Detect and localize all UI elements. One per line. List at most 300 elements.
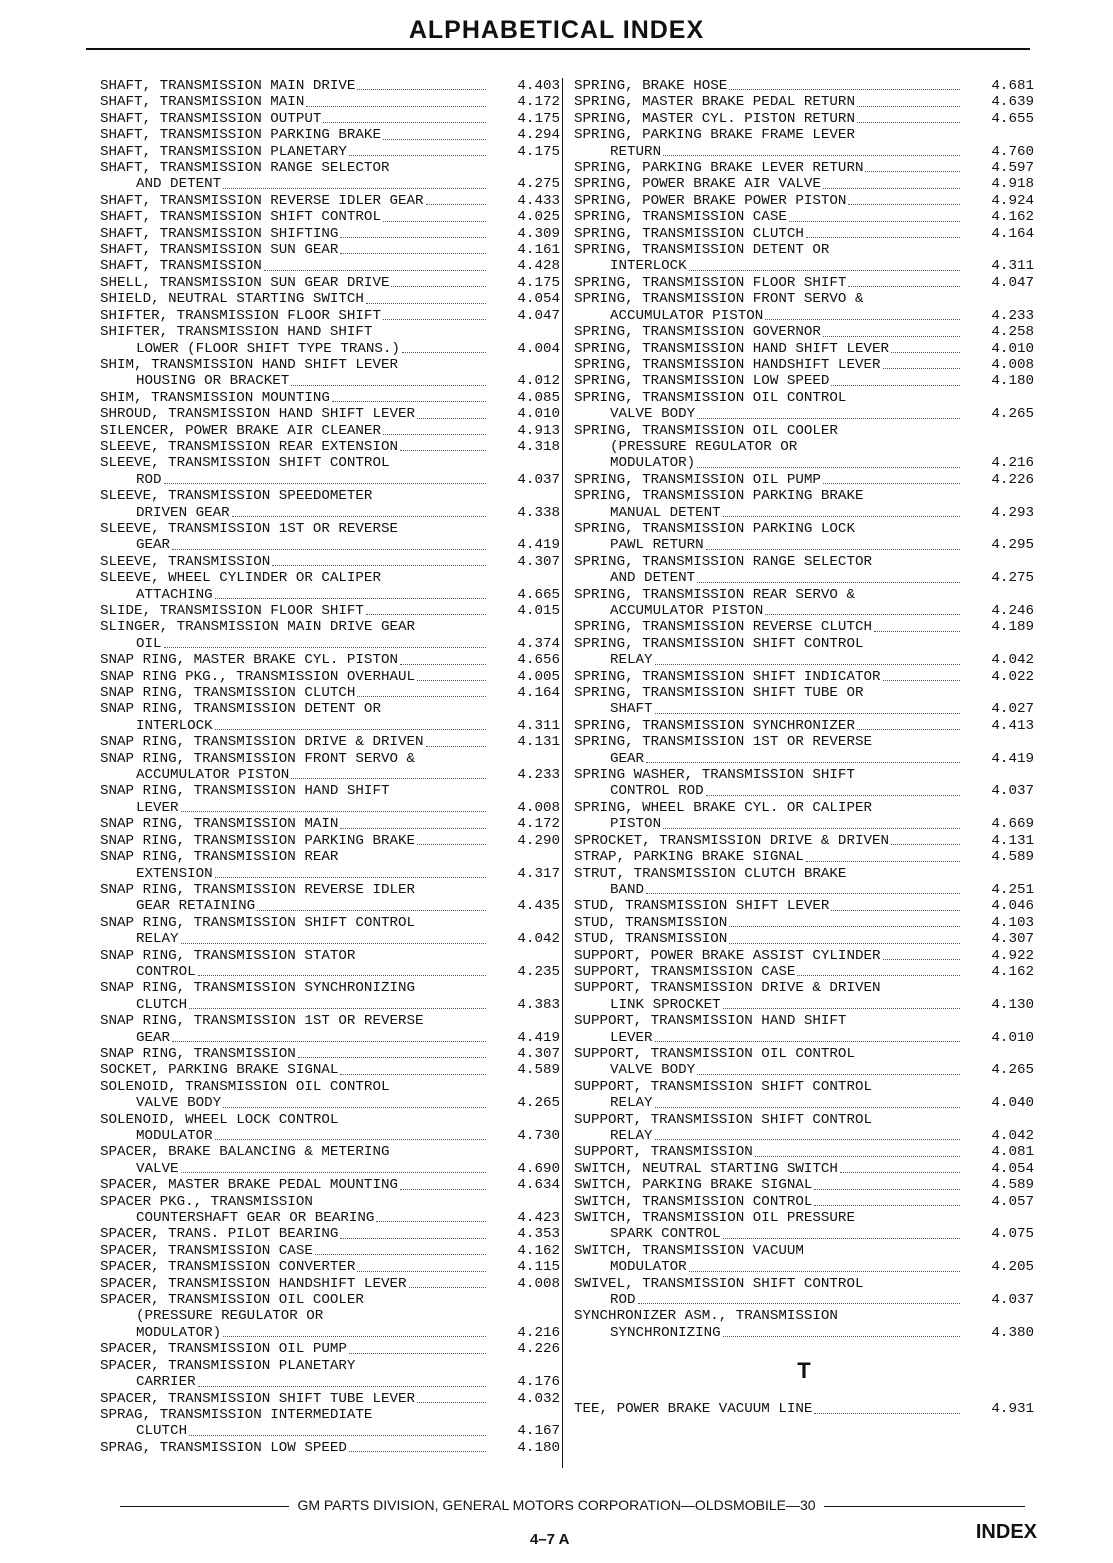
leader-dots xyxy=(426,204,486,205)
leader-dots xyxy=(723,1238,960,1239)
entry-page-ref: 4.353 xyxy=(517,1226,560,1243)
entry-page-ref: 4.176 xyxy=(517,1374,560,1391)
entry-page-ref: 4.265 xyxy=(991,406,1034,423)
index-entry xyxy=(100,78,560,94)
leader-dots xyxy=(765,319,960,320)
entry-page-ref: 4.419 xyxy=(517,537,560,554)
index-entry xyxy=(100,193,560,209)
entry-page-ref: 4.046 xyxy=(991,898,1034,915)
index-entry xyxy=(574,94,1034,110)
index-entry xyxy=(100,1259,560,1275)
leader-dots xyxy=(765,614,960,615)
leader-dots xyxy=(840,1172,960,1173)
leader-dots xyxy=(789,221,960,222)
index-entry xyxy=(574,1144,1034,1160)
entry-page-ref: 4.413 xyxy=(991,717,1034,734)
leader-dots xyxy=(257,910,486,911)
entry-name: SPRING, TRANSMISSION CASE xyxy=(574,209,787,226)
index-entry xyxy=(100,619,560,635)
index-entry xyxy=(100,1391,560,1407)
index-entry xyxy=(100,685,560,701)
leader-dots xyxy=(366,303,486,304)
entry-page-ref: 4.180 xyxy=(991,373,1034,390)
leader-dots xyxy=(697,582,960,583)
leader-dots xyxy=(755,1156,960,1157)
entry-name: LEVER xyxy=(610,1029,653,1046)
entry-name: RETURN xyxy=(610,143,662,160)
leader-dots xyxy=(655,1107,960,1108)
index-entry xyxy=(100,1325,560,1341)
leader-dots xyxy=(729,89,960,90)
index-entry xyxy=(100,948,560,964)
entry-name: SPACER, TRANSMISSION SHIFT TUBE LEVER xyxy=(100,1390,416,1407)
entry-page-ref: 4.012 xyxy=(517,373,560,390)
entry-name: SHIFTER, TRANSMISSION HAND SHIFT xyxy=(100,324,373,341)
index-entry xyxy=(100,1358,560,1374)
entry-name: SHAFT, TRANSMISSION RANGE SELECTOR xyxy=(100,160,390,177)
entry-page-ref: 4.037 xyxy=(517,471,560,488)
entry-name: SPRING, TRANSMISSION RANGE SELECTOR xyxy=(574,553,872,570)
entry-name: MODULATOR) xyxy=(136,1324,222,1341)
index-entry xyxy=(100,915,560,931)
index-entry xyxy=(100,291,560,307)
index-entry xyxy=(100,570,560,586)
entry-page-ref: 4.639 xyxy=(991,94,1034,111)
entry-name: SPACER, TRANS. PILOT BEARING xyxy=(100,1226,339,1243)
index-entry xyxy=(574,997,1034,1013)
entry-name: CLUTCH xyxy=(136,1423,188,1440)
entry-name: STUD, TRANSMISSION SHIFT LEVER xyxy=(574,898,830,915)
leader-dots xyxy=(357,696,486,697)
index-entry xyxy=(574,357,1034,373)
index-entry xyxy=(574,1210,1034,1226)
entry-name: VALVE BODY xyxy=(610,1062,696,1079)
entry-page-ref: 4.233 xyxy=(517,767,560,784)
entry-page-ref: 4.265 xyxy=(517,1095,560,1112)
entry-name: SLINGER, TRANSMISSION MAIN DRIVE GEAR xyxy=(100,619,416,636)
entry-name: SPRING, WHEEL BRAKE CYL. OR CALIPER xyxy=(574,799,872,816)
index-entry xyxy=(574,751,1034,767)
entry-name: MODULATOR) xyxy=(610,455,696,472)
entry-name: GEAR RETAINING xyxy=(136,898,256,915)
index-entry xyxy=(574,1177,1034,1193)
entry-page-ref: 4.924 xyxy=(991,192,1034,209)
entry-name: MANUAL DETENT xyxy=(610,504,721,521)
entry-page-ref: 4.293 xyxy=(991,504,1034,521)
leader-dots xyxy=(723,516,960,517)
entry-name: ACCUMULATOR PISTON xyxy=(136,767,290,784)
entry-page-ref: 4.040 xyxy=(991,1095,1034,1112)
index-entry xyxy=(100,324,560,340)
entry-page-ref: 4.383 xyxy=(517,996,560,1013)
entry-name: STRUT, TRANSMISSION CLUTCH BRAKE xyxy=(574,865,847,882)
leader-dots xyxy=(417,418,486,419)
entry-name: SPRING, POWER BRAKE AIR VALVE xyxy=(574,176,821,193)
leader-dots xyxy=(729,943,960,944)
entry-page-ref: 4.309 xyxy=(517,225,560,242)
entry-name: SHAFT, TRANSMISSION PARKING BRAKE xyxy=(100,127,381,144)
entry-page-ref: 4.130 xyxy=(991,996,1034,1013)
leader-dots xyxy=(426,746,486,747)
index-entry xyxy=(574,570,1034,586)
index-entry xyxy=(100,1308,560,1324)
leader-dots xyxy=(172,1041,486,1042)
leader-dots xyxy=(198,1386,486,1387)
leader-dots xyxy=(272,565,486,566)
entry-page-ref: 4.246 xyxy=(991,603,1034,619)
entry-page-ref: 4.275 xyxy=(991,570,1034,587)
leader-dots xyxy=(366,614,486,615)
entry-page-ref: 4.054 xyxy=(517,291,560,308)
leader-dots xyxy=(814,1205,960,1206)
index-entry xyxy=(574,1308,1034,1324)
entry-name: SPACER, TRANSMISSION OIL PUMP xyxy=(100,1341,347,1358)
entry-page-ref: 4.027 xyxy=(991,701,1034,718)
entry-name: COUNTERSHAFT GEAR OR BEARING xyxy=(136,1210,375,1227)
entry-name: SOLENOID, WHEEL LOCK CONTROL xyxy=(100,1111,339,1128)
entry-page-ref: 4.307 xyxy=(991,931,1034,948)
leader-dots xyxy=(638,1303,960,1304)
index-entry xyxy=(100,1276,560,1292)
leader-dots xyxy=(814,1413,960,1414)
index-entry xyxy=(100,1440,560,1456)
leader-dots xyxy=(823,188,960,189)
index-entry xyxy=(574,406,1034,422)
entry-page-ref: 4.665 xyxy=(517,586,560,603)
index-entry xyxy=(574,537,1034,553)
entry-name: SPRING, PARKING BRAKE FRAME LEVER xyxy=(574,127,855,144)
entry-name: SPRING, TRANSMISSION HANDSHIFT LEVER xyxy=(574,356,881,373)
entry-page-ref: 4.032 xyxy=(517,1390,560,1407)
entry-name: RELAY xyxy=(610,1128,653,1144)
entry-name: SHAFT, TRANSMISSION SHIFTING xyxy=(100,225,339,242)
leader-dots xyxy=(891,352,960,353)
entry-name: SPRING, MASTER BRAKE PEDAL RETURN xyxy=(574,94,855,111)
entry-page-ref: 4.115 xyxy=(517,1259,560,1276)
entry-name: VALVE BODY xyxy=(610,406,696,423)
entry-name: SHAFT, TRANSMISSION SHIFT CONTROL xyxy=(100,209,381,226)
index-entry xyxy=(100,472,560,488)
entry-page-ref: 4.164 xyxy=(517,685,560,702)
entry-name: SPACER, TRANSMISSION OIL COOLER xyxy=(100,1292,364,1309)
entry-page-ref: 4.131 xyxy=(517,734,560,751)
index-entry xyxy=(574,324,1034,340)
index-entry xyxy=(574,275,1034,291)
entry-page-ref: 4.226 xyxy=(991,471,1034,488)
entry-name: SNAP RING, TRANSMISSION 1ST OR REVERSE xyxy=(100,1013,424,1030)
index-entry xyxy=(574,1128,1034,1144)
entry-page-ref: 4.025 xyxy=(517,209,560,226)
leader-dots xyxy=(883,680,961,681)
index-entry xyxy=(574,1030,1034,1046)
entry-name: SPRING, TRANSMISSION OIL COOLER xyxy=(574,422,838,439)
leader-dots xyxy=(215,877,486,878)
index-entry xyxy=(100,209,560,225)
entry-name: SLEEVE, TRANSMISSION SPEEDOMETER xyxy=(100,488,373,505)
entry-page-ref: 4.037 xyxy=(991,783,1034,800)
entry-page-ref: 4.175 xyxy=(517,110,560,127)
entry-name: SHAFT, TRANSMISSION MAIN DRIVE xyxy=(100,78,356,94)
leader-dots xyxy=(264,270,486,271)
entry-page-ref: 4.931 xyxy=(991,1401,1034,1418)
entry-name: SPRAG, TRANSMISSION INTERMEDIATE xyxy=(100,1406,373,1423)
entry-page-ref: 4.010 xyxy=(517,406,560,423)
index-entry xyxy=(100,1112,560,1128)
entry-name: SNAP RING, TRANSMISSION xyxy=(100,1045,296,1062)
index-entry xyxy=(574,718,1034,734)
index-entry xyxy=(100,1177,560,1193)
entry-page-ref: 4.311 xyxy=(517,717,560,734)
entry-name: SNAP RING, TRANSMISSION SHIFT CONTROL xyxy=(100,914,416,931)
leader-dots xyxy=(383,319,486,320)
entry-name: SPACER, TRANSMISSION HANDSHIFT LEVER xyxy=(100,1275,407,1292)
index-entry xyxy=(100,767,560,783)
leader-dots xyxy=(655,664,960,665)
leader-dots xyxy=(315,1254,486,1255)
entry-page-ref: 4.589 xyxy=(991,849,1034,866)
entry-name: SYNCHRONIZER ASM., TRANSMISSION xyxy=(574,1308,838,1325)
entry-name: SLEEVE, TRANSMISSION REAR EXTENSION xyxy=(100,438,398,455)
entry-name: EXTENSION xyxy=(136,865,213,882)
leader-dots xyxy=(814,1189,960,1190)
index-entry xyxy=(574,652,1034,668)
entry-name: INTERLOCK xyxy=(610,258,687,275)
index-entry xyxy=(100,373,560,389)
entry-name: CARRIER xyxy=(136,1374,196,1391)
entry-name: SHAFT, TRANSMISSION OUTPUT xyxy=(100,110,322,127)
entry-name: TEE, POWER BRAKE VACUUM LINE xyxy=(574,1401,813,1418)
leader-dots xyxy=(865,171,960,172)
index-entry xyxy=(574,1112,1034,1128)
index-entry xyxy=(574,587,1034,603)
leader-dots xyxy=(189,1008,486,1009)
entry-name: GEAR xyxy=(136,1029,171,1046)
leader-dots xyxy=(857,122,960,123)
entry-page-ref: 4.233 xyxy=(991,307,1034,324)
entry-name: SPRING, BRAKE HOSE xyxy=(574,78,728,94)
index-entry xyxy=(100,1062,560,1078)
index-entry xyxy=(574,1013,1034,1029)
entry-name: SPACER, TRANSMISSION CASE xyxy=(100,1242,313,1259)
entry-name: SPRING, TRANSMISSION REVERSE CLUTCH xyxy=(574,619,872,636)
index-entry xyxy=(574,226,1034,242)
entry-page-ref: 4.022 xyxy=(991,668,1034,685)
leader-dots xyxy=(663,155,960,156)
leader-dots xyxy=(697,467,960,468)
index-entry xyxy=(574,341,1034,357)
leader-dots xyxy=(332,401,486,402)
entry-name: SPRING, TRANSMISSION LOW SPEED xyxy=(574,373,830,390)
index-entry xyxy=(574,833,1034,849)
entry-page-ref: 4.589 xyxy=(517,1062,560,1079)
entry-name: SUPPORT, TRANSMISSION SHIFT CONTROL xyxy=(574,1078,872,1095)
index-entry xyxy=(574,258,1034,274)
entry-name: SNAP RING, TRANSMISSION CLUTCH xyxy=(100,685,356,702)
leader-dots xyxy=(723,1336,960,1337)
entry-name: SLEEVE, TRANSMISSION SHIFT CONTROL xyxy=(100,455,390,472)
page-title: ALPHABETICAL INDEX xyxy=(408,16,705,44)
entry-page-ref: 4.226 xyxy=(517,1341,560,1358)
leader-dots xyxy=(323,122,486,123)
index-entry xyxy=(574,193,1034,209)
index-entry xyxy=(574,1325,1034,1341)
leader-dots xyxy=(883,959,961,960)
entry-page-ref: 4.338 xyxy=(517,504,560,521)
index-entry xyxy=(574,209,1034,225)
index-entry xyxy=(100,390,560,406)
entry-name: SOLENOID, TRANSMISSION OIL CONTROL xyxy=(100,1078,390,1095)
entry-name: SHAFT, TRANSMISSION PLANETARY xyxy=(100,143,347,160)
index-entry xyxy=(574,701,1034,717)
index-entry xyxy=(574,849,1034,865)
index-entry xyxy=(574,144,1034,160)
entry-page-ref: 4.005 xyxy=(517,668,560,685)
index-entry xyxy=(100,1407,560,1423)
leader-dots xyxy=(349,155,486,156)
entry-page-ref: 4.423 xyxy=(517,1210,560,1227)
index-entry xyxy=(574,1226,1034,1242)
entry-name: RELAY xyxy=(610,652,653,669)
entry-name: SPRAG, TRANSMISSION LOW SPEED xyxy=(100,1439,347,1456)
entry-name: VALVE xyxy=(136,1160,179,1177)
leader-dots xyxy=(340,253,486,254)
entry-name: SNAP RING PKG., TRANSMISSION OVERHAUL xyxy=(100,668,416,685)
leader-dots xyxy=(181,1172,486,1173)
leader-dots xyxy=(306,106,486,107)
index-entry xyxy=(100,537,560,553)
entry-page-ref: 4.075 xyxy=(991,1226,1034,1243)
index-entry xyxy=(574,636,1034,652)
index-entry xyxy=(100,1341,560,1357)
entry-name: SUPPORT, TRANSMISSION DRIVE & DRIVEN xyxy=(574,980,881,997)
entry-name: SWITCH, TRANSMISSION CONTROL xyxy=(574,1193,813,1210)
entry-name: SPRING, PARKING BRAKE LEVER RETURN xyxy=(574,160,864,177)
leader-dots xyxy=(400,664,486,665)
leader-dots xyxy=(291,385,486,386)
entry-name: OIL xyxy=(136,635,162,652)
entry-name: STUD, TRANSMISSION xyxy=(574,914,728,931)
index-entry xyxy=(574,505,1034,521)
index-entry xyxy=(574,734,1034,750)
leader-dots xyxy=(357,1271,486,1272)
leader-dots xyxy=(806,237,960,238)
entry-name: SPRING, TRANSMISSION CLUTCH xyxy=(574,225,804,242)
leader-dots xyxy=(646,893,960,894)
entry-name: LINK SPROCKET xyxy=(610,996,721,1013)
leader-dots xyxy=(874,631,960,632)
index-entry xyxy=(100,669,560,685)
index-entry xyxy=(574,176,1034,192)
entry-page-ref: 4.760 xyxy=(991,143,1034,160)
entry-page-ref: 4.374 xyxy=(517,635,560,652)
entry-name: SPACER, MASTER BRAKE PEDAL MOUNTING xyxy=(100,1177,398,1194)
entry-page-ref: 4.589 xyxy=(991,1177,1034,1194)
entry-page-ref: 4.656 xyxy=(517,652,560,669)
index-entry xyxy=(100,1292,560,1308)
entry-page-ref: 4.295 xyxy=(991,537,1034,554)
entry-name: SHAFT xyxy=(610,701,653,718)
leader-dots xyxy=(291,778,486,779)
entry-name: SNAP RING, MASTER BRAKE CYL. PISTON xyxy=(100,652,398,669)
entry-name: HOUSING OR BRACKET xyxy=(136,373,290,390)
index-entry xyxy=(574,1243,1034,1259)
index-entry xyxy=(574,783,1034,799)
index-entry xyxy=(100,751,560,767)
entry-page-ref: 4.008 xyxy=(517,1275,560,1292)
leader-dots xyxy=(823,336,960,337)
entry-name: SUPPORT, TRANSMISSION HAND SHIFT xyxy=(574,1013,847,1030)
index-entry xyxy=(100,455,560,471)
index-entry xyxy=(100,636,560,652)
leader-dots xyxy=(402,352,486,353)
leader-dots xyxy=(164,647,486,648)
entry-page-ref: 4.216 xyxy=(517,1324,560,1341)
entry-name: CONTROL xyxy=(136,963,196,980)
index-entry xyxy=(574,1046,1034,1062)
entry-name: BAND xyxy=(610,881,645,898)
entry-name: SPRING, TRANSMISSION OIL CONTROL xyxy=(574,389,847,406)
leader-dots xyxy=(891,844,960,845)
index-entry xyxy=(100,1161,560,1177)
index-entry xyxy=(100,849,560,865)
entry-name: SLIDE, TRANSMISSION FLOOR SHIFT xyxy=(100,603,364,619)
index-entry xyxy=(574,964,1034,980)
index-entry xyxy=(574,800,1034,816)
leader-dots xyxy=(697,1074,960,1075)
index-entry xyxy=(574,898,1034,914)
entry-name: SHIM, TRANSMISSION MOUNTING xyxy=(100,389,330,406)
entry-name: SNAP RING, TRANSMISSION REAR xyxy=(100,849,339,866)
index-entry xyxy=(100,1194,560,1210)
index-entry xyxy=(100,488,560,504)
leader-dots xyxy=(663,828,960,829)
entry-page-ref: 4.004 xyxy=(517,340,560,357)
index-entry xyxy=(100,406,560,422)
entry-page-ref: 4.162 xyxy=(991,209,1034,226)
entry-name: LOWER (FLOOR SHIFT TYPE TRANS.) xyxy=(136,340,400,357)
entry-name: SNAP RING, TRANSMISSION MAIN xyxy=(100,816,339,833)
entry-name: SWITCH, TRANSMISSION OIL PRESSURE xyxy=(574,1210,855,1227)
entry-name: DRIVEN GEAR xyxy=(136,504,230,521)
index-entry xyxy=(100,1095,560,1111)
index-entry xyxy=(574,603,1034,619)
index-entry xyxy=(574,882,1034,898)
entry-name: SPACER PKG., TRANSMISSION xyxy=(100,1193,313,1210)
index-entry xyxy=(100,226,560,242)
entry-page-ref: 4.054 xyxy=(991,1160,1034,1177)
index-entry xyxy=(574,423,1034,439)
entry-page-ref: 4.419 xyxy=(991,750,1034,767)
index-entry xyxy=(100,1128,560,1144)
index-entry xyxy=(574,521,1034,537)
index-entry xyxy=(100,783,560,799)
index-entry xyxy=(574,472,1034,488)
entry-page-ref: 4.162 xyxy=(517,1242,560,1259)
index-entry xyxy=(100,1423,560,1439)
index-entry xyxy=(574,1095,1034,1111)
index-entry xyxy=(574,866,1034,882)
index-entry xyxy=(574,160,1034,176)
index-entry xyxy=(574,111,1034,127)
entry-page-ref: 4.251 xyxy=(991,881,1034,898)
entry-name: PISTON xyxy=(610,816,662,833)
entry-name: SPROCKET, TRANSMISSION DRIVE & DRIVEN xyxy=(574,832,890,849)
entry-name: SPACER, TRANSMISSION PLANETARY xyxy=(100,1357,356,1374)
entry-name: ACCUMULATOR PISTON xyxy=(610,603,764,619)
leader-dots xyxy=(189,1435,486,1436)
entry-page-ref: 4.008 xyxy=(517,799,560,816)
leader-dots xyxy=(831,910,960,911)
